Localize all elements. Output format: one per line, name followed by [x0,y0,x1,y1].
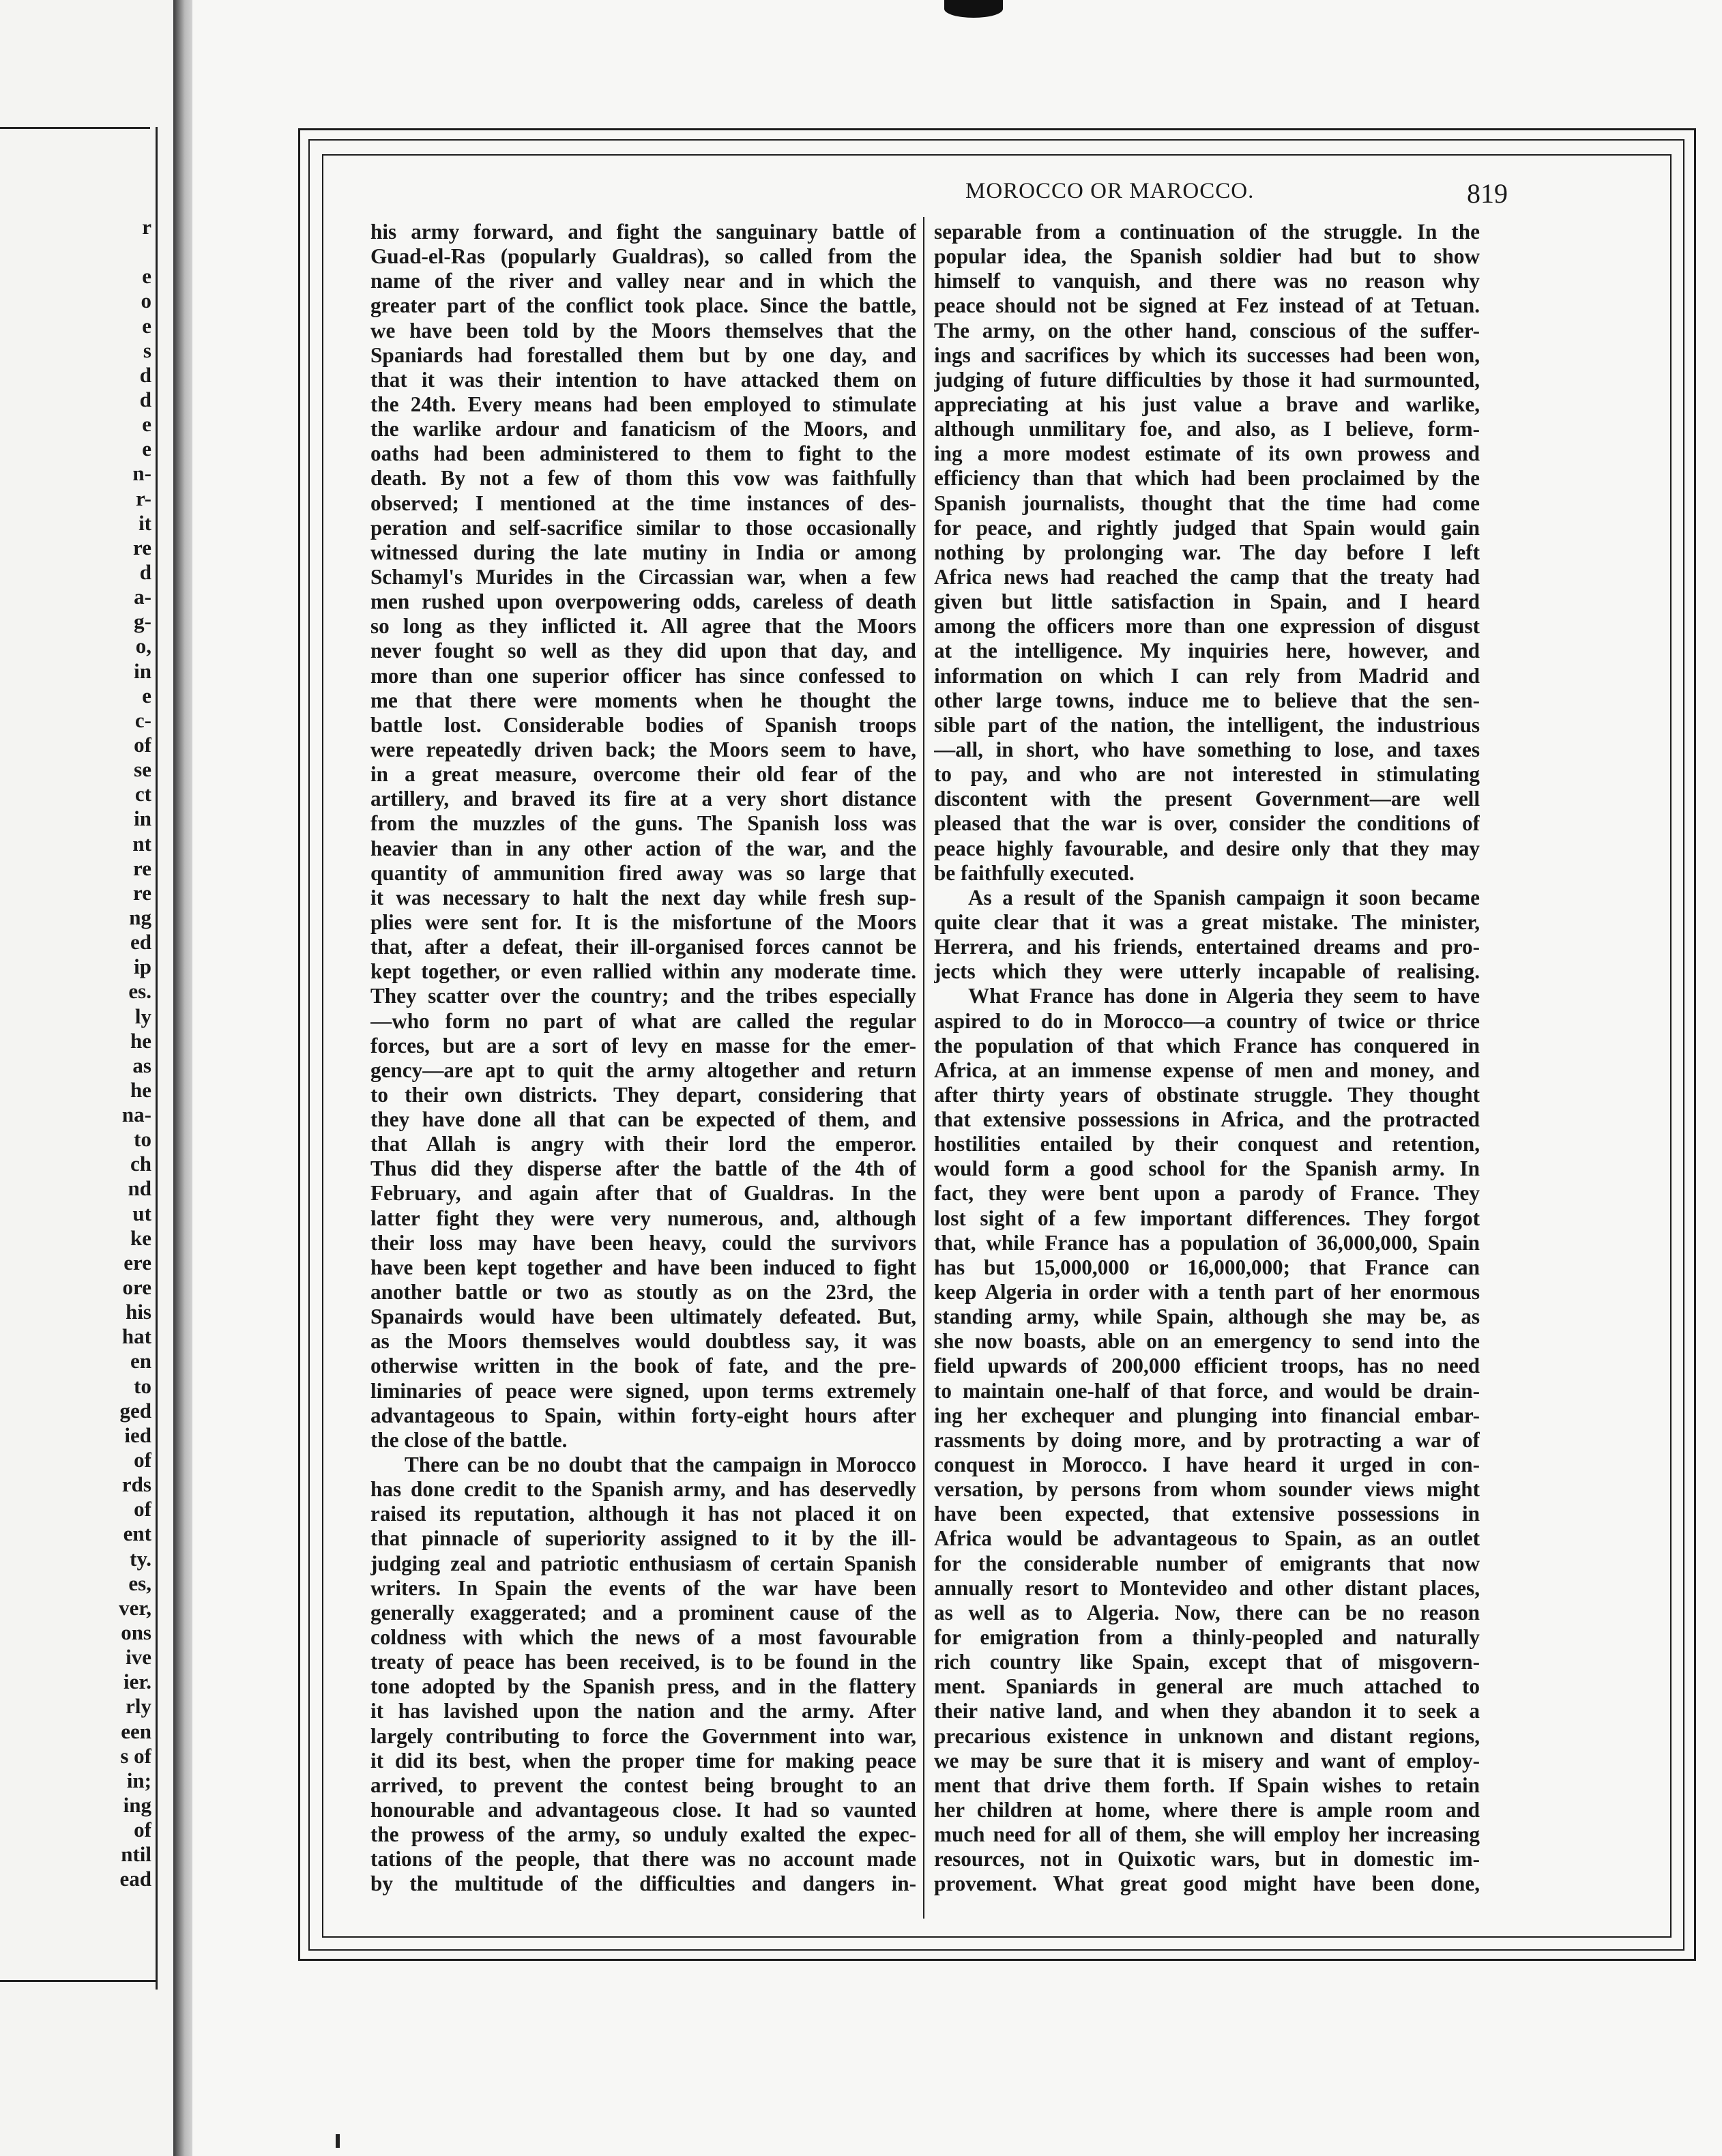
facing-page-fragment: of [134,1448,151,1472]
text-line: lost sight of a few important differences. They forgot [934,1206,1480,1230]
text-line: Spanairds would have been ultimately defeated. But, [370,1305,916,1329]
facing-page-fragment: he [130,1028,151,1053]
text-line: fact, they were bent upon a parody of France. They [934,1181,1480,1206]
text-line: The army, on the other hand, conscious of the suffer- [934,318,1480,343]
facing-page-fragment: ntil [121,1842,151,1867]
text-line: observed; I mentioned at the time instances of des- [370,491,916,515]
text-line: treaty of peace has been received, is to be found in the [370,1650,916,1674]
facing-page-fragment: ied [124,1423,151,1447]
text-line: that, after a defeat, their ill-organised forces cannot be [370,935,916,959]
text-line: to maintain one-half of that force, and would be drain- [934,1378,1480,1403]
text-line: There can be no doubt that the campaign in Morocco [405,1453,916,1477]
facing-page-fragment: een [121,1719,151,1743]
text-line: honourable and advantageous close. It had so vaunted [370,1798,916,1822]
facing-page-fragment: in [134,658,151,683]
text-line: discontent with the present Government—are well [934,787,1480,811]
facing-page-fragment: en [130,1349,151,1373]
text-line: provement. What great good might have been done, [934,1871,1480,1896]
text-line: so long as they inflicted it. All agree that the Moors [370,614,916,639]
facing-page-fragment: ch [130,1152,151,1176]
facing-page-fragment: ng [129,905,151,929]
text-column-left [370,220,916,1912]
facing-page-fragment: in; [126,1768,151,1792]
text-line: have been kept together and have been induced to fight [370,1255,916,1279]
text-line: men rushed upon overpowering odds, careless of death [370,589,916,614]
ink-blot-mark [944,0,1003,18]
text-line: that pinnacle of superiority assigned to it by the ill- [370,1526,916,1551]
facing-page-edge [0,0,176,2156]
facing-page-fragment: of [134,1818,151,1842]
facing-page-fragment: s [143,338,151,362]
text-line: They scatter over the country; and the tribes especially [370,984,916,1008]
text-line: efficiency than that which had been proclaimed by the [934,466,1480,491]
facing-page-fragment: se [134,757,151,782]
text-line: the population of that which France has conquered in [934,1033,1480,1058]
text-line: it has lavished upon the nation and the army. After [370,1699,916,1723]
text-line: What France has done in Algeria they seem to have [968,984,1480,1008]
text-line: writers. In Spain the events of the war have been [370,1575,916,1600]
facing-page-fragment: ct [134,782,151,806]
text-line: quantity of ammunition fired away was so large that [370,860,916,885]
facing-page-fragment: ore [122,1275,151,1300]
facing-page-fragment: ly [134,1004,151,1028]
facing-page-fragment: ip [134,955,151,979]
text-line: gency—are apt to quit the army altogether and return [370,1058,916,1082]
facing-page-fragment: in [134,806,151,831]
facing-page-fragment: ier. [123,1670,151,1694]
facing-page-fragment: of [134,732,151,757]
text-line: —who form no part of what are called the regular [370,1008,916,1033]
text-line: ing a more modest estimate of its own prowess and [934,441,1480,466]
text-line: Herrera, and his friends, entertained dreams and pro- [934,935,1480,959]
facing-page-fragment: n- [132,461,151,486]
text-line: raised its reputation, although it has not placed it on [370,1502,916,1526]
facing-page-fragment: e [142,412,151,437]
text-line: annually resort to Montevideo and other distant places, [934,1575,1480,1600]
facing-page-fragment: ive [126,1645,151,1670]
text-line: that it was their intention to have attacked them on [370,367,916,392]
text-line: nothing by prolonging war. The day before I left [934,540,1480,564]
text-line: latter fight they were very numerous, and, although [370,1206,916,1230]
text-line: after thirty years of obstinate struggle. They thought [934,1082,1480,1107]
text-line: peace should not be signed at Fez instead of at Tetuan. [934,293,1480,318]
text-line: hostilities entailed by their conquest and retention, [934,1132,1480,1156]
text-line: another battle or two as stoutly as on the 23rd, the [370,1280,916,1305]
facing-page-fragment: ing [123,1793,151,1817]
text-line: to their own districts. They depart, considering that [370,1082,916,1107]
facing-page-fragment: na- [121,1103,151,1127]
text-line: liminaries of peace were signed, upon terms extremely [370,1378,916,1403]
text-line: her children at home, where there is ample room and [934,1798,1480,1822]
text-line: for emigration from a thinly-peopled and naturally [934,1625,1480,1650]
facing-page-fragment [0,239,151,264]
text-line: greater part of the conflict took place. Since the battle, [370,293,916,318]
text-line: Africa news had reached the camp that the treaty had [934,564,1480,589]
text-line: Africa would be advantageous to Spain, as an outlet [934,1526,1480,1551]
book-page [192,0,1722,2156]
text-line: have been expected, that extensive possessions in [934,1502,1480,1526]
text-line: conquest in Morocco. I have heard it urged in con- [934,1453,1480,1477]
text-line: ment. Spaniards in general are much attached to [934,1674,1480,1699]
facing-page-fragment: re [133,535,151,559]
text-line: more than one superior officer has since confessed to [370,663,916,688]
text-line: separable from a continuation of the struggle. In the [934,220,1480,244]
text-line: ings and sacrifices by which its successes had been won, [934,343,1480,367]
text-line: judging of future difficulties by those it had surmounted, [934,367,1480,392]
text-line: —all, in short, who have something to lose, and taxes [934,737,1480,761]
facing-page-fragment: r- [136,486,151,510]
facing-page-fragment: of [134,1497,151,1521]
text-line: tone adopted by the Spanish press, and in the flattery [370,1674,916,1699]
facing-page-fragment: re [133,880,151,905]
text-line: as well as to Algeria. Now, there can be no reason [934,1600,1480,1625]
text-line: coldness with which the news of a most favourable [370,1625,916,1650]
text-line: by the multitude of the difficulties and dangers in- [370,1871,916,1896]
text-line: that, while France has a population of 36,000,000, Spain [934,1230,1480,1255]
facing-page-fragment: ere [123,1250,151,1274]
text-line: would form a good school for the Spanish army. In [934,1156,1480,1181]
facing-page-fragment: to [134,1373,151,1398]
text-line: although unmilitary foe, and also, as I believe, form- [934,417,1480,441]
text-line: me that there were moments when he thought the [370,688,916,712]
text-line: pleased that the war is over, consider the conditions of [934,811,1480,836]
text-line: sible part of the nation, the intelligent, the industrious [934,712,1480,737]
text-line: versation, by persons from whom sounder views might [934,1477,1480,1502]
page-number: 819 [1467,178,1508,209]
text-line: their loss may have been heavy, could the survivors [370,1230,916,1255]
facing-page-frame-rule [156,127,158,1990]
text-line: she now boasts, able on an emergency to send into the [934,1329,1480,1354]
text-line: Schamyl's Murides in the Circassian war, when a few [370,564,916,589]
text-line: jects which they were utterly incapable of realising. [934,959,1480,984]
facing-page-fragment: ty. [130,1546,151,1571]
text-line: has but 15,000,000 or 16,000,000; that France can [934,1255,1480,1279]
facing-page-fragment: ut [132,1201,151,1225]
text-line: appreciating at his just value a brave and warlike, [934,392,1480,416]
facing-page-fragment: ver, [119,1595,151,1620]
facing-page-fragment: es. [128,979,151,1004]
text-line: information on which I can rely from Madrid and [934,663,1480,688]
facing-page-fragment: ead [119,1867,151,1891]
text-line: we may be sure that it is misery and want of employ- [934,1748,1480,1773]
text-line: February, and again after that of Gualdras. In the [370,1181,916,1206]
text-line: oaths had been administered to them to fight to the [370,441,916,466]
text-line: witnessed during the late mutiny in India or among [370,540,916,564]
text-line: generally exaggerated; and a prominent cause of the [370,1600,916,1625]
text-line: that extensive possessions in Africa, and the protracted [934,1107,1480,1132]
text-line: the prowess of the army, so unduly exalted the expec- [370,1822,916,1847]
text-line: advantageous to Spain, within forty-eight hours after [370,1403,916,1427]
text-line: otherwise written in the book of fate, and the pre- [370,1354,916,1378]
facing-page-fragment: his [126,1300,151,1324]
text-line: other large towns, induce me to believe that the sen- [934,688,1480,712]
text-line: largely contributing to force the Government into war, [370,1723,916,1748]
text-line: they have done all that can be expected of them, and [370,1107,916,1132]
text-line: were repeatedly driven back; the Moors seem to have, [370,737,916,761]
text-line: field upwards of 200,000 efficient troops, has no need [934,1354,1480,1378]
text-line: peration and self-sacrifice similar to those occasionally [370,515,916,540]
text-line: in a great measure, overcome their old fear of the [370,762,916,787]
text-line: it did its best, when the proper time for making peace [370,1748,916,1773]
text-line: himself to vanquish, and there was no reason why [934,269,1480,293]
facing-page-fragment: d [139,559,151,584]
facing-page-fragment: ke [130,1225,151,1250]
facing-page-fragment: to [134,1127,151,1152]
facing-page-top-rule [0,127,150,129]
text-line: rich country like Spain, except that of misgovern- [934,1650,1480,1674]
running-head: MOROCCO OR MAROCCO. [965,179,1255,203]
facing-page-fragment: hat [121,1324,151,1349]
text-line: at the intelligence. My inquiries here, however, and [934,639,1480,663]
text-line: from the muzzles of the guns. The Spanish loss was [370,811,916,836]
text-line: the warlike ardour and fanaticism of the Moors, and [370,417,916,441]
text-line: for peace, and rightly judged that Spain would gain [934,515,1480,540]
column-divider [923,217,924,1919]
facing-page-fragment: rly [126,1694,151,1719]
facing-page-fragment: ent [123,1521,151,1546]
text-line: as the Moors themselves would doubtless say, it was [370,1329,916,1354]
text-line: be faithfully executed. [934,860,1135,885]
text-line: popular idea, the Spanish soldier had but to show [934,244,1480,269]
text-line: Thus did they disperse after the battle of the 4th of [370,1156,916,1181]
facing-page-fragment: r [142,215,151,239]
facing-page-text-fragments [0,215,151,1892]
text-line: heavier than in any other action of the war, and the [370,836,916,860]
text-line: precarious existence in unknown and distant regions, [934,1723,1480,1748]
text-line: keep Algeria in order with a tenth part of her enormous [934,1280,1480,1305]
text-line: the 24th. Every means had been employed to stimulate [370,392,916,416]
facing-page-fragment: a- [134,585,151,609]
text-line: among the officers more than one expression of disgust [934,614,1480,639]
facing-page-fragment: d [139,362,151,387]
facing-page-fragment: o [141,289,151,313]
facing-page-fragment: it [138,510,151,535]
text-line: to pay, and who are not interested in stimulating [934,762,1480,787]
text-column-right [934,220,1480,1912]
facing-page-fragment: re [133,856,151,880]
text-line: rassments by doing more, and by protracting a war of [934,1427,1480,1452]
text-line: ing her exchequer and plunging into financial embar- [934,1403,1480,1427]
facing-page-fragment: ons [121,1620,151,1645]
text-line: Guad-el-Ras (popularly Gualdras), so called from the [370,244,916,269]
text-line: resources, not in Quixotic wars, but in domestic im- [934,1847,1480,1871]
text-line: judging zeal and patriotic enthusiasm of certain Spanish [370,1551,916,1575]
text-line: for the considerable number of emigrants that now [934,1551,1480,1575]
text-line: quite clear that it was a great mistake. The minister, [934,909,1480,934]
text-line: forces, but are a sort of levy en masse for the emer- [370,1033,916,1058]
text-line: name of the river and valley near and in which the [370,269,916,293]
facing-page-fragment: e [142,264,151,289]
text-line: battle lost. Considerable bodies of Spanish troops [370,712,916,737]
text-line: artillery, and braved its fire at a very short distance [370,787,916,811]
text-line: plies were sent for. It is the misfortune of the Moors [370,909,916,934]
text-line: it was necessary to halt the next day while fresh sup- [370,885,916,909]
facing-page-fragment: rds [121,1472,151,1497]
text-line: arrived, to prevent the contest being brought to an [370,1773,916,1797]
text-line: that Allah is angry with their lord the emperor. [370,1132,916,1156]
facing-page-bottom-rule [0,1980,157,1982]
text-line: standing army, while Spain, although she may be, as [934,1305,1480,1329]
facing-page-fragment: d [139,387,151,411]
text-line: his army forward, and fight the sanguinary battle of [370,220,916,244]
facing-page-fragment: as [132,1053,151,1077]
facing-page-fragment: ed [130,930,151,955]
facing-page-fragment: e [142,437,151,461]
text-line: has done credit to the Spanish army, and has deservedly [370,1477,916,1502]
text-line: kept together, or even rallied within any moderate time. [370,959,916,984]
text-line: aspired to do in Morocco—a country of twice or thrice [934,1008,1480,1033]
facing-page-fragment: g- [134,609,151,634]
text-line: Spanish journalists, thought that the time had come [934,491,1480,515]
text-line: As a result of the Spanish campaign it soon became [968,885,1480,909]
facing-page-fragment: nd [128,1176,151,1201]
facing-page-fragment: he [130,1077,151,1102]
text-line: given but little satisfaction in Spain, and I heard [934,589,1480,614]
text-line: we have been told by the Moors themselves that the [370,318,916,343]
facing-page-fragment: s of [120,1743,151,1768]
text-line: peace highly favourable, and desire only that they may [934,836,1480,860]
text-line: never fought so well as they did upon that day, and [370,639,916,663]
facing-page-fragment: ged [119,1398,151,1423]
book-gutter [173,0,192,2156]
text-line: tations of the people, that there was no account made [370,1847,916,1871]
facing-page-fragment: es, [128,1571,151,1595]
text-line: ment that drive them forth. If Spain wishes to retain [934,1773,1480,1797]
facing-page-fragment: e [142,683,151,708]
text-line: Spaniards had forestalled them but by one day, and [370,343,916,367]
text-line: death. By not a few of thom this vow was faithfully [370,466,916,491]
facing-page-fragment: c- [134,708,151,732]
text-line: the close of the battle. [370,1427,568,1452]
facing-page-fragment: o, [135,634,151,658]
text-line: their native land, and when they abandon it to seek a [934,1699,1480,1723]
facing-page-fragment: e [142,313,151,338]
ink-speck [336,2134,340,2148]
text-line: Africa, at an immense expense of men and money, and [934,1058,1480,1082]
text-line: much need for all of them, she will employ her increasing [934,1822,1480,1847]
facing-page-fragment: nt [132,831,151,856]
